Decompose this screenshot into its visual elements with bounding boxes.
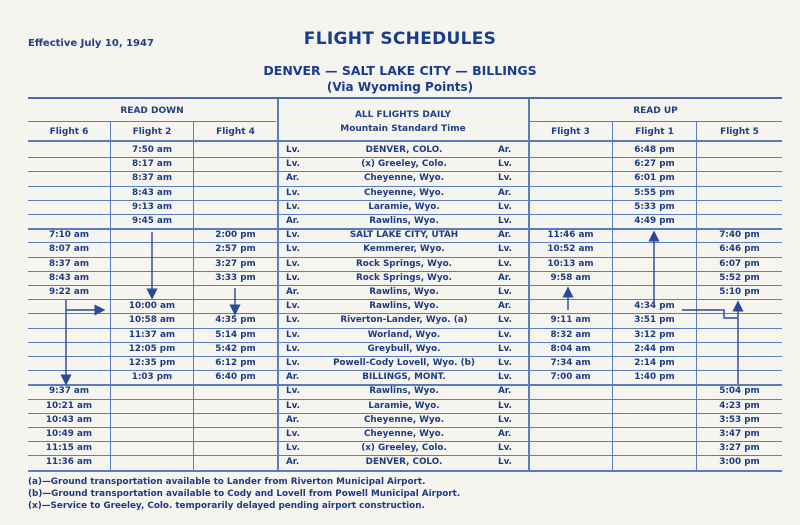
effective-date: Effective July 10, 1947 [28,38,154,49]
station-name: Worland, Wyo. [367,329,441,340]
flight-1-time: 3:51 pm [634,315,675,326]
lv-ar-right: Ar. [498,386,512,397]
station-name: Rock Springs, Wyo. [356,258,452,269]
flight-4-time: 2:00 pm [215,230,256,241]
page-title: FLIGHT SCHEDULES [303,29,497,49]
station-name: DENVER, COLO. [365,457,443,468]
flight-4-time: 4:35 pm [215,315,256,326]
lv-ar-right: Lv. [498,159,512,170]
footnote-a: (a)—Ground transportation available to Lander from Riverton Municipal Airport. [28,477,426,487]
lv-ar-left: Lv. [286,258,300,269]
flight-2-time: 8:37 am [131,173,173,184]
header-flight-6: Flight 6 [49,127,89,137]
flight-6-time: 7:10 am [48,230,90,241]
lv-ar-left: Ar. [286,372,300,383]
lv-ar-left: Lv. [286,145,300,155]
lv-ar-right: Ar. [498,187,512,198]
lv-ar-right: Ar. [498,429,512,439]
flight-5-connection-arrow [682,310,738,318]
flight-5-time: 5:04 pm [719,386,760,397]
lv-ar-right: Ar. [498,230,512,241]
station-name: Cheyenne, Wyo. [363,173,445,184]
flight-2-time: 1:03 pm [131,372,173,383]
flight-2-time: 11:37 am [128,329,176,340]
flight-5-time: 3:00 pm [719,457,760,468]
lv-ar-left: Lv. [286,358,300,368]
lv-ar-right: Lv. [498,201,512,212]
flight-6-time: 10:21 am [45,400,93,411]
footnote-b: (b)—Ground transportation available to Cody and Lovell from Powell Municipal Airport. [28,489,461,499]
lv-ar-left: Lv. [286,429,300,439]
header-flight-5: Flight 5 [720,127,759,137]
station-name: Rawlins, Wyo. [369,386,439,397]
flight-3-time: 8:32 am [550,329,591,340]
flight-2-time: 8:17 am [131,159,173,170]
flight-3-time: 7:34 am [550,358,591,368]
flight-1-time: 5:55 pm [634,187,675,198]
station-name: Rock Springs, Wyo. [356,272,452,283]
lv-ar-right: Lv. [498,329,512,340]
lv-ar-left: Lv. [286,187,300,198]
route-title: DENVER — SALT LAKE CITY — BILLINGS [263,63,537,78]
station-name: Laramie, Wyo. [368,201,440,212]
flight-6-time: 8:07 am [48,244,90,255]
flight-6-time: 9:22 am [48,287,90,297]
flight-4-time: 3:33 pm [215,272,256,283]
flight-6-time: 9:37 am [48,386,90,397]
lv-ar-left: Lv. [286,272,300,283]
station-name: BILLINGS, MONT. [362,372,446,383]
flight-1-time: 6:48 pm [634,145,675,155]
header-flight-2: Flight 2 [132,127,172,137]
flight-1-time: 6:27 pm [634,159,675,170]
route-subtitle: (Via Wyoming Points) [326,80,474,94]
mst-label: Mountain Standard Time [340,124,466,134]
flight-3-time: 8:04 am [550,343,591,354]
flight-5-time: 5:52 pm [719,272,760,283]
flight-5-time: 5:10 pm [719,287,760,297]
flight-4-time: 2:57 pm [215,244,256,255]
flight-2-time: 12:05 pm [128,343,176,354]
flight-2-time: 10:58 am [128,315,176,326]
flight-5-time: 6:07 pm [719,258,760,269]
station-name: Powell-Cody Lovell, Wyo. (b) [333,358,475,368]
flight-2-time: 8:43 am [131,187,173,198]
lv-ar-left: Ar. [286,457,300,468]
flight-2-time: 12:35 pm [128,358,176,368]
lv-ar-left: Ar. [286,287,300,297]
footnotes [28,476,460,512]
flight-4-time: 3:27 pm [215,258,256,269]
flight-1-time: 6:01 pm [634,173,675,184]
lv-ar-left: Lv. [286,159,300,170]
station-name: Laramie, Wyo. [368,400,440,411]
lv-ar-left: Ar. [286,173,300,184]
station-name: (x) Greeley, Colo. [361,159,447,170]
lv-ar-right: Lv. [498,287,512,297]
lv-ar-left: Lv. [286,230,300,241]
lv-ar-left: Lv. [286,400,300,411]
flight-6-time: 10:43 am [45,414,93,425]
lv-ar-right: Lv. [498,358,512,368]
header-flight-4: Flight 4 [216,127,255,137]
flight-1-time: 5:33 pm [634,201,675,212]
flight-4-time: 5:14 pm [215,329,256,340]
lv-ar-right: Lv. [498,244,512,255]
flight-2-time: 10:00 am [128,301,176,312]
flight-3-time: 9:11 am [550,315,591,326]
flight-3-time: 7:00 am [550,372,591,383]
footnote-x: (x)—Service to Greeley, Colo. temporarily delayed pending airport construction. [28,501,425,511]
station-name: Cheyenne, Wyo. [363,414,445,425]
flight-1-time: 4:49 pm [634,216,675,226]
flight-2-time: 9:45 am [131,216,173,226]
lv-ar-left: Lv. [286,201,300,212]
flight-5-time: 3:47 pm [719,429,760,439]
flight-6-time: 10:49 am [45,429,93,439]
station-name: SALT LAKE CITY, UTAH [349,230,459,241]
flight-6-time: 11:15 am [45,443,93,454]
station-name: Kemmerer, Wyo. [363,244,445,255]
flight-2-time: 9:13 am [131,201,173,212]
flight-2-time: 7:50 am [131,145,173,155]
flight-3-time: 11:46 am [547,230,594,241]
station-name: Riverton-Lander, Wyo. (a) [340,315,468,326]
flight-5-time: 7:40 pm [719,230,760,241]
station-name: DENVER, COLO. [365,145,443,155]
read-down-label: READ DOWN [120,106,184,116]
lv-ar-left: Lv. [286,301,300,312]
flight-1-time: 1:40 pm [634,372,675,383]
station-name: Rawlins, Wyo. [369,301,439,312]
flight-6-connection-arrow [66,300,100,310]
station-name: Greybull, Wyo. [367,343,441,354]
flight-6-time: 8:37 am [48,258,90,269]
lv-ar-left: Lv. [286,443,300,454]
flight-4-time: 6:40 pm [215,372,256,383]
flight-3-time: 9:58 am [550,272,591,283]
lv-ar-right: Lv. [498,457,512,468]
lv-ar-left: Lv. [286,315,300,326]
flight-5-time: 4:23 pm [719,400,760,411]
flight-5-time: 6:46 pm [719,244,760,255]
flight-4-time: 6:12 pm [215,358,256,368]
flight-1-time: 3:12 pm [634,329,675,340]
header-flight-3: Flight 3 [551,127,590,137]
lv-ar-left: Lv. [286,386,300,397]
lv-ar-right: Lv. [498,343,512,354]
flight-1-time: 2:14 pm [634,358,675,368]
lv-ar-right: Lv. [498,400,512,411]
lv-ar-right: Ar. [498,145,512,155]
lv-ar-left: Lv. [286,329,300,340]
flight-1-time: 2:44 pm [634,343,675,354]
lv-ar-left: Lv. [286,343,300,354]
lv-ar-right: Lv. [498,414,512,425]
flight-5-time: 3:27 pm [719,443,760,454]
flight-3-time: 10:13 am [547,258,594,269]
station-name: Rawlins, Wyo. [369,216,439,226]
lv-ar-right: Lv. [498,216,512,226]
station-name: Cheyenne, Wyo. [363,429,445,439]
lv-ar-left: Lv. [286,244,300,255]
station-name: (x) Greeley, Colo. [361,443,447,454]
lv-ar-right: Ar. [498,272,512,283]
lv-ar-right: Lv. [498,443,512,454]
read-up-label: READ UP [633,106,678,116]
lv-ar-right: Lv. [498,258,512,269]
all-flights-daily-label: ALL FLIGHTS DAILY [354,110,452,120]
lv-ar-left: Ar. [286,216,300,226]
lv-ar-right: Lv. [498,173,512,184]
flight-5-time: 3:53 pm [719,414,760,425]
flight-4-time: 5:42 pm [215,343,256,354]
lv-ar-right: Lv. [498,315,512,326]
header-flight-1: Flight 1 [635,127,674,137]
flight-3-time: 10:52 am [547,244,594,255]
flight-6-time: 8:43 am [48,272,90,283]
lv-ar-right: Ar. [498,301,512,312]
flight-1-time: 4:34 pm [634,301,675,312]
flight-6-time: 11:36 am [45,457,93,468]
lv-ar-right: Lv. [498,372,512,383]
station-name: Cheyenne, Wyo. [363,187,445,198]
lv-ar-left: Ar. [286,414,300,425]
station-name: Rawlins, Wyo. [369,287,439,297]
